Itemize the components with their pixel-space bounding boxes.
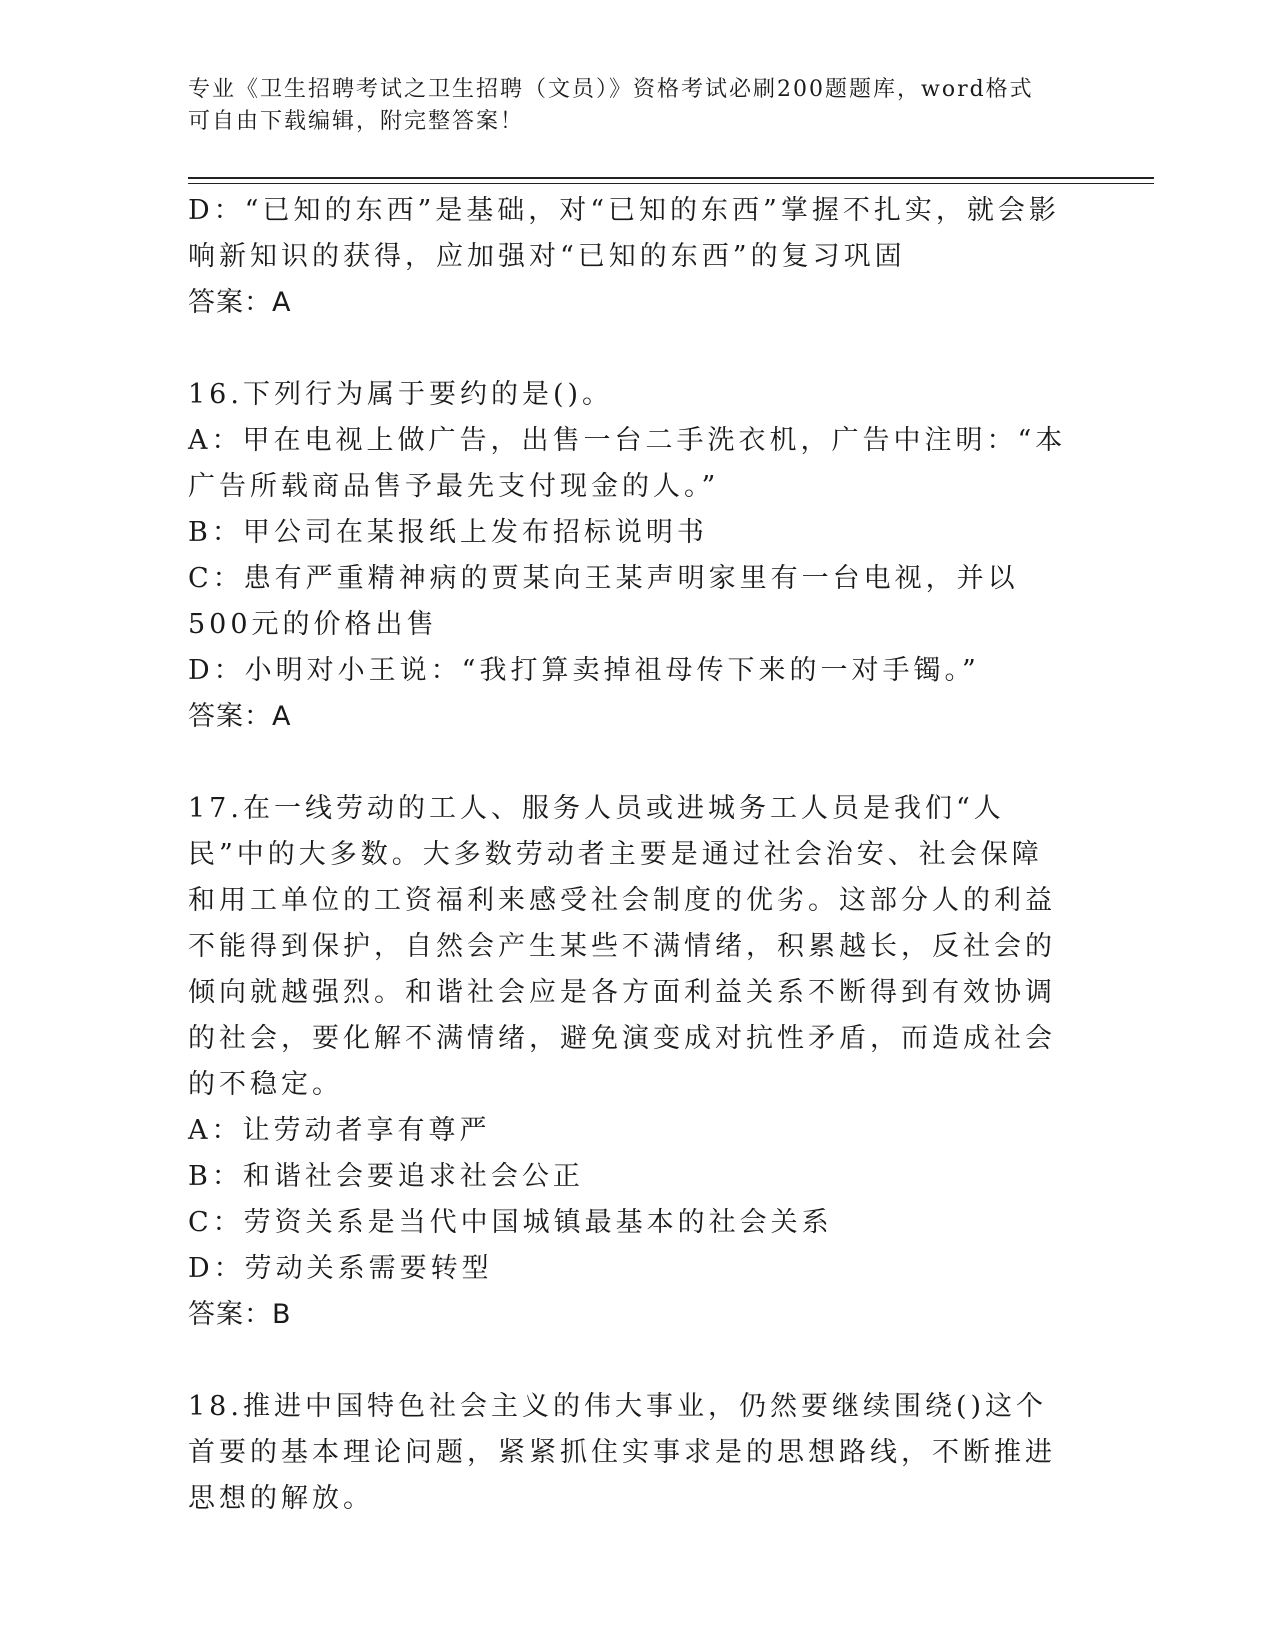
spacer: [188, 326, 1068, 372]
q17-answer: 答案：B: [188, 1299, 292, 1330]
q17-option-b: B：和谐社会要追求社会公正: [188, 1161, 584, 1192]
header-divider-thin: [188, 183, 1154, 184]
q17-option-d: D：劳动关系需要转型: [188, 1253, 493, 1284]
document-header: [188, 74, 1068, 138]
q15-answer: 答案：A: [188, 287, 292, 318]
q18-stem: 18.推进中国特色社会主义的伟大事业，仍然要继续围绕()这个首要的基本理论问题，紧紧抓住实事求是的思想路线，不断推进思想的解放。: [188, 1391, 1056, 1514]
q16-option-a: A：甲在电视上做广告，出售一台二手洗衣机，广告中注明：“本广告所载商品售予最先支付现金的人。”: [188, 425, 1067, 502]
q16-option-d: D：小明对小王说：“我打算卖掉祖母传下来的一对手镯。”: [188, 655, 980, 686]
q15-option-d: D：“已知的东西”是基础，对“已知的东西”掌握不扎实，就会影响新知识的获得，应加强对“已知的东西”的复习巩固: [188, 195, 1060, 272]
q16-answer: 答案：A: [188, 701, 292, 732]
q16-option-b: B：甲公司在某报纸上发布招标说明书: [188, 517, 708, 548]
spacer: [188, 1338, 1068, 1384]
q16-option-c: C：患有严重精神病的贾某向王某声明家里有一台电视，并以500元的价格出售: [188, 563, 1019, 640]
header-title-line-1: 专业《卫生招聘考试之卫生招聘（文员）》资格考试必刷200题题库，word格式: [188, 77, 1034, 102]
q17-option-a: A：让劳动者享有尊严: [188, 1115, 491, 1146]
question-17: [188, 786, 1068, 1338]
question-15-tail: [188, 188, 1068, 326]
question-content: [188, 188, 1068, 1522]
header-title-line-2: 可自由下载编辑，附完整答案！: [188, 109, 525, 134]
q17-option-c: C：劳资关系是当代中国城镇最基本的社会关系: [188, 1207, 833, 1238]
spacer: [188, 740, 1068, 786]
q16-stem: 16.下列行为属于要约的是()。: [188, 379, 614, 410]
header-divider-thick: [188, 177, 1154, 179]
question-18: [188, 1384, 1068, 1522]
q17-stem: 17.在一线劳动的工人、服务人员或进城务工人员是我们“人民”中的大多数。大多数劳动者主要是通过社会治安、社会保障和用工单位的工资福利来感受社会制度的优劣。这部分人的利益不能得到保护，自然会产生某些不满情绪，积累越长，反社会的倾向就越强烈。和谐社会应是各方面利益关系不断得到有效协调的社会，要化解不满情绪，避免演变成对抗性矛盾，而造成社会的不稳定。: [188, 793, 1056, 1100]
question-16: [188, 372, 1068, 740]
